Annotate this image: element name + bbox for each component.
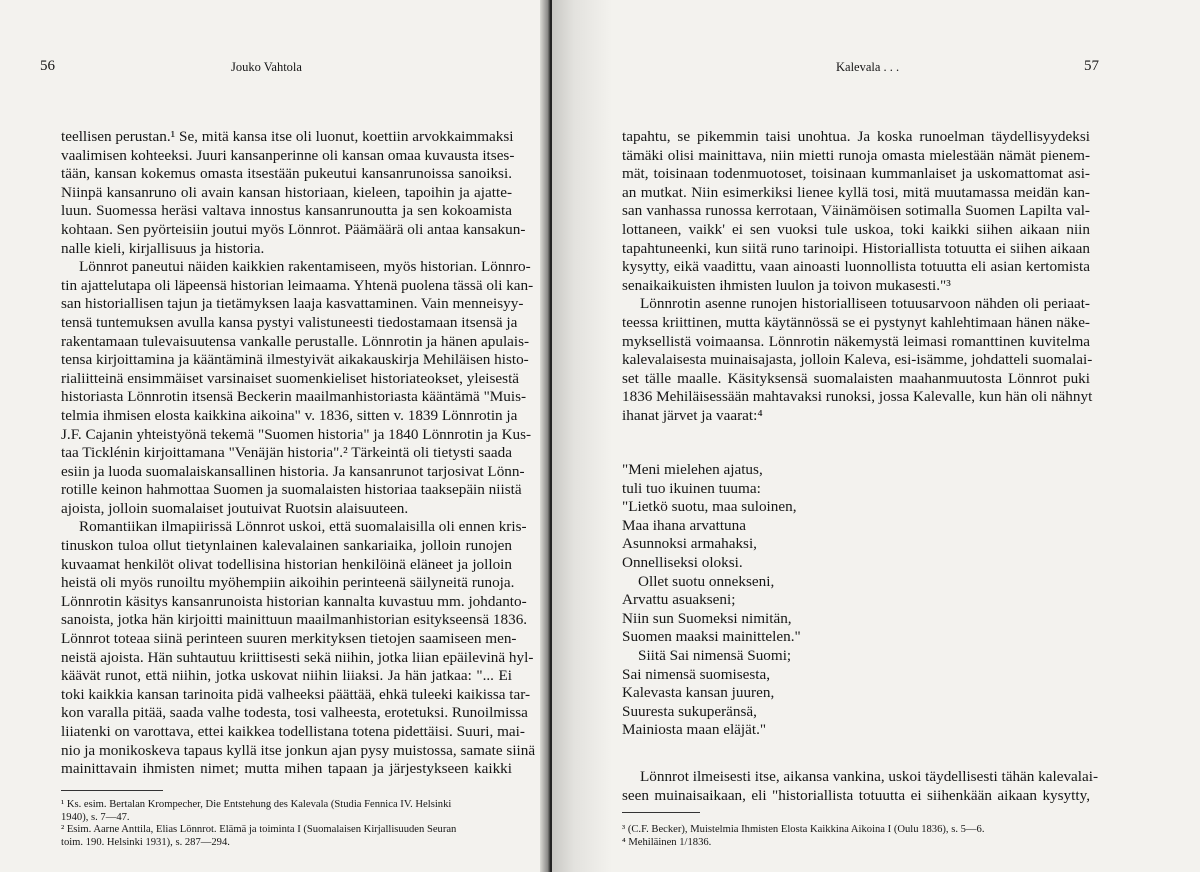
text-line: tensä tuntemuksen avulla kansa pystyi valistuneesti tiedostamaan itsensä ja <box>61 313 518 331</box>
poem-line: Kalevasta kansan juuren, <box>622 684 775 702</box>
poem-line: Sai nimensä suomisesta, <box>622 665 771 683</box>
text-line: mainittavain ihmisten nimet; mutta mihen tapaan ja järjestykseen kaikki <box>61 760 512 778</box>
text-line: Lönnrot toteaa siinä perinteen suuren merkityksen tietojen saamiseen men- <box>61 630 517 648</box>
body-text <box>622 128 1093 426</box>
text-line: kon varalla pitää, saada valhe todesta, tosi valheesta, erotetuksi. Runoilmissa <box>61 704 528 722</box>
footnote-line: ³ (C.F. Becker), Muistelmia Ihmisten Elosta Kaikkina Aikoina I (Oulu 1836), s. 5—6. <box>622 824 985 835</box>
text-line: tinuskon tuloa ollut tietynlainen kalevalainen sankariaika, jolloin runojen <box>61 537 512 555</box>
text-line: rotille keinon hahmottaa Suomen ja suomalaisten historiaa taaksepäin niistä <box>61 481 522 499</box>
text-line: myksellistä voimaansa. Lönnrotin näkemystä leimasi romanttinen kuvitelma <box>622 332 1090 350</box>
text-line: Lönnrotin käsitys kansanrunoista historian kannalta kuvastuu mm. johdanto- <box>61 592 527 610</box>
text-line: san vanhassa runossa kerrotaan, Väinämöisen sotimalla Suomen Lapilta val- <box>622 202 1090 220</box>
poem-line: Niin sun Suomeksi nimitän, <box>622 609 792 627</box>
text-line: tin ajattelutapa oli läpeensä historian leimaama. Yhtenä puolena tässä oli kan- <box>61 276 534 294</box>
body-text-continued <box>622 768 1099 805</box>
body-text <box>61 128 536 779</box>
footnote-line: toim. 190. Helsinki 1931), s. 287—294. <box>61 836 230 848</box>
running-header: Kalevala . . . <box>836 60 900 74</box>
text-line: tämäki olisi mainittava, niin mietti runoja omasta mielestään nämät pienem- <box>622 146 1090 164</box>
text-line: telmia ihmisen elosta kaikkina aikoina" v. 1836, sitten v. 1839 Lönnrotin ja <box>61 406 518 424</box>
page-number: 57 <box>1084 58 1099 74</box>
text-line: nio ja monikoskeva tapaus kyllä itse jonkun ajan pysy muistossa, samate siinä <box>61 741 536 759</box>
text-line: heistä oli myös runoiltu myöhempiin aikoihin perinteenä säilyneitä runoja. <box>61 574 515 592</box>
text-line: kuvaamat henkilöt olivat todellisina historian henkilöinä eläneet ja jolloin <box>61 555 512 573</box>
poem-line: Maa ihana arvattuna <box>622 516 746 534</box>
text-line: set tälle maalle. Käsityksensä suomalaisten maahanmuutosta Lönnrot puki <box>622 369 1090 387</box>
text-line: seen muinaisaikaan, eli "historiallista totuutta ei siihenkään aikaan kysytty, <box>622 786 1090 804</box>
footnote-rule <box>622 812 700 813</box>
text-line: teellisen perustan.¹ Se, mitä kansa itse oli luonut, koettiin arvokkaimmaksi <box>61 128 514 145</box>
text-line: tään, kansan kokemus omasta itsestään pukeutui kansanrunoissa sanoiksi. <box>61 165 512 183</box>
text-line: käävät runot, että niihin, jotka uskovat niihin liiaksi. Ja hän jatkaa: "... Ei <box>61 667 512 685</box>
text-line: Niinpä kansanruno oli avain kansan historiaan, kieleen, tapoihin ja ajatte- <box>61 183 512 201</box>
text-line: rakentamaan tulevaisuutensa vankalle perustalle. Lönnrotin ja hänen apulais- <box>61 332 530 350</box>
poem-line: Suuresta sukuperänsä, <box>622 702 757 720</box>
text-line: 1836 Mehiläisessään mahtavaksi runoksi, jossa Kalevalle, kun hän oli nähnyt <box>622 388 1093 406</box>
text-line: mät, toisinaan todenmuotoset, toisinaan kummanlaiset ja uskomattomat asi- <box>622 165 1090 183</box>
poem-quote <box>622 461 801 740</box>
text-line: taa Ticklénin kirjoittamana "Venäjän historia".² Tärkeintä oli tietysti saada <box>61 444 512 462</box>
poem-line: Onnelliseksi oloksi. <box>622 553 743 571</box>
text-line: nalle kieli, kirjallisuus ja historia. <box>61 239 265 257</box>
text-line: historiasta Lönnrotin itsensä Beckerin maailmanhistoriasta kääntämä "Muis- <box>61 388 527 406</box>
text-line: senaikaikuisten ihmisten luulon ja toivon mukasesti."³ <box>622 276 951 294</box>
text-line: tapahtuneenki, kun siitä runo tarinoipi. Historiallista totuutta ei siihen aikaan <box>622 239 1090 257</box>
text-line: lottaneen, vaikk' ei sen vuoksi tule uskoa, toki kaikki siihen aikaan niin <box>622 220 1090 238</box>
text-line: Lönnrot ilmeisesti itse, aikansa vankina, uskoi täydellisesti tähän kalevalai- <box>640 768 1099 785</box>
text-line: vaalimisen kohteeksi. Juuri kansanperinne oli kansan omaa kuvausta itses- <box>61 146 515 164</box>
footnote-line: 1940), s. 7—47. <box>61 811 130 823</box>
text-line: kalevalaisesta muinaisajasta, jolloin Kaleva, esi-isämme, johdatteli suomalai- <box>622 351 1093 369</box>
text-line: liiatenki on varottava, ettei kaikkea todellistana totena pidettäisi. Suuri, mai- <box>61 723 525 740</box>
footnote-line: ⁴ Mehiläinen 1/1836. <box>622 836 712 848</box>
poem-line: Arvattu asuakseni; <box>622 591 736 609</box>
left-page <box>0 0 548 872</box>
text-line: Lönnrot paneutui näiden kaikkien rakentamiseen, myös historian. Lönnro- <box>79 258 531 276</box>
text-line: neistä ajoista. Hän suhtautuu kriittisesti sekä niihin, jotka liian epäilevinä hyl- <box>61 648 534 666</box>
poem-line: "Meni mielehen ajatus, <box>622 461 763 478</box>
text-line: tapahtu, se pikemmin taisi unohtua. Ja koska runoelman täydellisyydeksi <box>622 128 1090 145</box>
text-line: san historiallisen tajun ja tietämyksen laaja kasvattaminen. Vain menneisyy- <box>61 295 524 313</box>
text-line: ihanat järvet ja vaarat:⁴ <box>622 406 763 424</box>
text-line: tensa kirjoittamina ja kääntäminä ilmestyivät aikakauskirja Mehiläisen histo- <box>61 351 529 369</box>
poem-line: tuli tuo ikuinen tuuma: <box>622 479 761 497</box>
text-line: teessa kriittinen, mutta käytännössä se ei pystynyt kahlehtimaan hänen näke- <box>622 313 1090 331</box>
text-line: toki kaikkia kansan tarinoita pidä valheeksi päättää, ehkä tuleeki kaikissa tar- <box>61 685 531 703</box>
right-page <box>552 0 1200 872</box>
footnotes <box>61 799 512 849</box>
text-line: J.F. Cajanin yhteistyönä tekemä "Suomen historia" ja 1840 Lönnrotin ja Kus- <box>61 425 532 443</box>
text-line: Lönnrotin asenne runojen historialliseen totuusarvoon nähden oli periaat- <box>640 295 1090 313</box>
poem-line: Mainiosta maan eläjät." <box>622 721 767 739</box>
poem-line: Asunnoksi armahaksi, <box>622 535 757 553</box>
text-line: rialiitteinä ensimmäiset varsinaiset suomenkieliset historiateokset, yleisestä <box>61 369 520 387</box>
text-line: kohtaan. Sen pyörteisiin joutui myös Lönnrot. Päämäärä oli antaa kansakun- <box>61 220 526 238</box>
text-line: ajoista, jolloin suomalaiset joutuivat Ruotsin alaisuuteen. <box>61 499 409 517</box>
poem-line: Siitä Sai nimensä Suomi; <box>638 646 792 664</box>
text-line: luun. Suomessa heräsi valtava innostus kansanrunoutta ja sen kokoamista <box>61 202 512 220</box>
footnote-rule <box>61 790 163 791</box>
text-line: esiin ja luoda suomalaiskansallinen historia. Ja kansanrunot tarjosivat Lönn- <box>61 462 525 480</box>
text-line: kysytty, eikä vaadittu, vaan ainoasti luonnollista totuutta eli asian kertomista <box>622 258 1090 276</box>
text-line: Romantiikan ilmapiirissä Lönnrot uskoi, että suomalaisilla oli ennen kris- <box>79 518 527 536</box>
footnote-line: ¹ Ks. esim. Bertalan Krompecher, Die Entstehung des Kalevala (Studia Fennica IV. Helsinki <box>61 799 452 810</box>
poem-line: Suomen maaksi mainittelen." <box>622 628 801 646</box>
footnotes <box>622 824 1090 849</box>
text-line: sanoista, jotka hän kirjoitti mainittuun maailmanhistorian esitykseensä 1836. <box>61 611 528 629</box>
text-line: an mutkat. Niin esimerkiksi lienee kyllä tosi, mitä muutamassa meidän kan- <box>622 183 1090 201</box>
poem-line: Ollet suotu onnekseni, <box>638 572 775 590</box>
footnote-line: ² Esim. Aarne Anttila, Elias Lönnrot. Elämä ja toiminta I (Suomalaisen Kirjallisuuden Seuran <box>61 824 457 836</box>
page-number: 56 <box>40 58 55 74</box>
poem-line: "Lietkö suotu, maa suloinen, <box>622 498 797 516</box>
running-header: Jouko Vahtola <box>231 60 302 74</box>
